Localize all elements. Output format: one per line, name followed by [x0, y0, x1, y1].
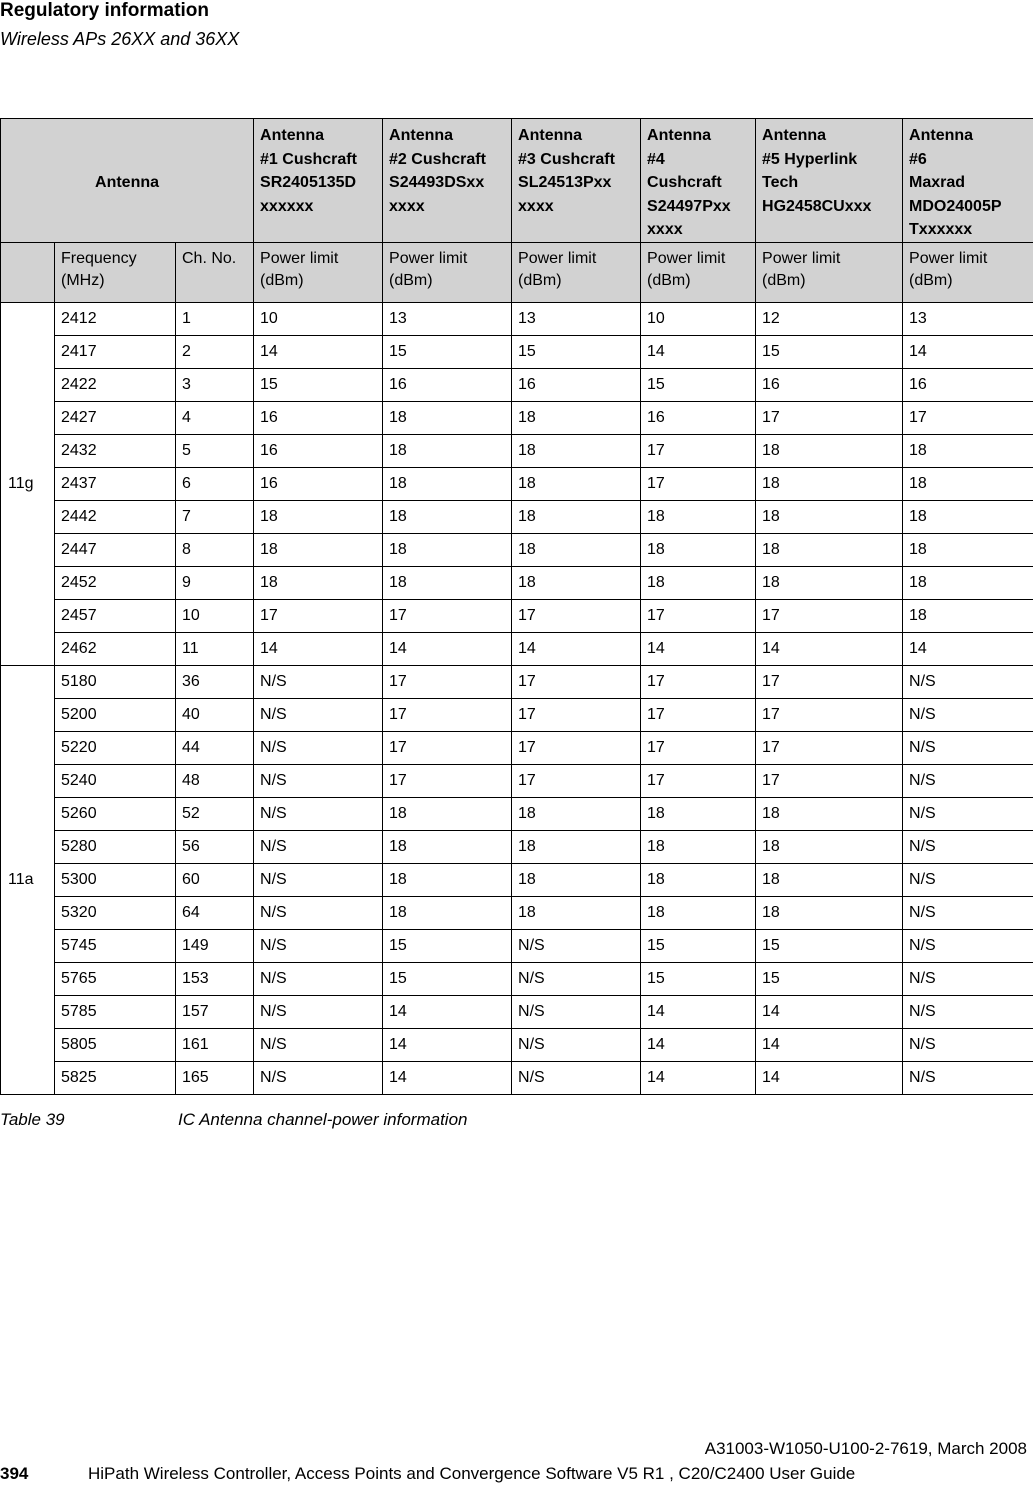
- table-row: [1, 468, 1033, 501]
- table-cell: 14: [756, 1029, 903, 1062]
- table-row: [1, 402, 1033, 435]
- table-cell: 15: [756, 336, 903, 369]
- table-cell: 5765: [55, 963, 176, 996]
- antenna-column-header: Antenna: [1, 119, 254, 243]
- subheader-7: [903, 243, 1033, 303]
- header-line: Frequency: [61, 250, 137, 267]
- table-cell: 2412: [55, 303, 176, 336]
- subheader-5: [641, 243, 756, 303]
- table-cell: N/S: [903, 864, 1033, 897]
- table-cell: 14: [641, 336, 756, 369]
- table-cell: 16: [383, 369, 512, 402]
- table-cell: 17: [756, 765, 903, 798]
- table-cell: 44: [176, 732, 254, 765]
- table-cell: 18: [254, 534, 383, 567]
- table-row: [1, 666, 1033, 699]
- header-line: Antenna: [389, 127, 454, 144]
- table-cell: 17: [641, 468, 756, 501]
- table-cell: 14: [903, 336, 1033, 369]
- table-cell: 7: [176, 501, 254, 534]
- table-cell: 18: [903, 600, 1033, 633]
- table-caption: [0, 1110, 467, 1130]
- antenna-6-header: [903, 119, 1033, 243]
- table-cell: 4: [176, 402, 254, 435]
- table-cell: 18: [383, 831, 512, 864]
- table-cell: 11: [176, 633, 254, 666]
- header-line: #3 Cushcraft: [518, 150, 615, 168]
- table-cell: 5320: [55, 897, 176, 930]
- table-cell: 14: [254, 336, 383, 369]
- antenna-3-header: [512, 119, 641, 243]
- table-cell: 14: [756, 996, 903, 1029]
- table-cell: 18: [512, 435, 641, 468]
- page-header-title: Regulatory information: [0, 0, 210, 21]
- table-cell: N/S: [903, 732, 1033, 765]
- table-cell: 18: [383, 798, 512, 831]
- header-line: Tech: [762, 174, 799, 191]
- subheader-3: [383, 243, 512, 303]
- table-cell: 157: [176, 996, 254, 1029]
- table-cell: 18: [383, 501, 512, 534]
- table-cell: 5200: [55, 699, 176, 732]
- table-cell: 14: [383, 1029, 512, 1062]
- header-line: Power limit: [909, 250, 988, 267]
- table-cell: 18: [641, 567, 756, 600]
- table-row: [1, 633, 1033, 666]
- table-cell: 17: [512, 600, 641, 633]
- table-cell: 14: [756, 633, 903, 666]
- table-cell: 18: [383, 897, 512, 930]
- header-line: Antenna: [909, 127, 974, 144]
- table-cell: 17: [512, 699, 641, 732]
- table-row: [1, 831, 1033, 864]
- table-row: [1, 435, 1033, 468]
- table-cell: 18: [383, 468, 512, 501]
- table-cell: 18: [254, 567, 383, 600]
- header-line: (MHz): [61, 272, 105, 289]
- header-line: xxxx: [389, 197, 425, 215]
- header-line: (dBm): [909, 272, 953, 289]
- table-cell: 2427: [55, 402, 176, 435]
- table-cell: 18: [383, 864, 512, 897]
- table-cell: 18: [383, 402, 512, 435]
- table-cell: 165: [176, 1062, 254, 1095]
- table-cell: N/S: [903, 666, 1033, 699]
- table-cell: 18: [903, 468, 1033, 501]
- table-cell: 2452: [55, 567, 176, 600]
- table-cell: 18: [641, 534, 756, 567]
- header-line: #5 Hyperlink: [762, 150, 858, 168]
- table-cell: N/S: [254, 1029, 383, 1062]
- table-cell: 17: [383, 699, 512, 732]
- antenna-2-header: [383, 119, 512, 243]
- table-cell: 15: [383, 963, 512, 996]
- table-cell: 18: [383, 534, 512, 567]
- table-cell: 16: [254, 402, 383, 435]
- table-cell: 17: [756, 732, 903, 765]
- table-cell: N/S: [254, 864, 383, 897]
- table-cell: 17: [641, 765, 756, 798]
- header-line: xxxxxx: [260, 197, 314, 215]
- table-cell: 14: [903, 633, 1033, 666]
- table-cell: 36: [176, 666, 254, 699]
- antenna-1-header: [254, 119, 383, 243]
- caption-text: IC Antenna channel-power information: [178, 1110, 468, 1129]
- table-row: [1, 963, 1033, 996]
- table-cell: 64: [176, 897, 254, 930]
- table-cell: 18: [383, 567, 512, 600]
- subheader-1: [176, 243, 254, 303]
- table-cell: 17: [756, 402, 903, 435]
- table-cell: 17: [383, 732, 512, 765]
- footer-line: [0, 1464, 855, 1484]
- table-cell: N/S: [254, 831, 383, 864]
- band-label: 11a: [1, 666, 55, 1095]
- table-cell: 14: [641, 1029, 756, 1062]
- table-cell: 5785: [55, 996, 176, 1029]
- table-cell: 18: [512, 567, 641, 600]
- header-line: Power limit: [762, 250, 841, 267]
- table-cell: 10: [254, 303, 383, 336]
- table-body: [1, 303, 1033, 1095]
- table-row: [1, 369, 1033, 402]
- table-cell: N/S: [903, 831, 1033, 864]
- table-cell: 18: [512, 468, 641, 501]
- table-cell: 14: [641, 1062, 756, 1095]
- table-cell: N/S: [254, 930, 383, 963]
- table-cell: 17: [383, 600, 512, 633]
- table-cell: 56: [176, 831, 254, 864]
- table-cell: N/S: [254, 897, 383, 930]
- table-cell: N/S: [254, 765, 383, 798]
- antenna-5-header: [756, 119, 903, 243]
- table-cell: 2442: [55, 501, 176, 534]
- table-cell: 18: [756, 897, 903, 930]
- table-cell: 17: [756, 666, 903, 699]
- table-cell: 18: [756, 864, 903, 897]
- header-line: Maxrad: [909, 174, 966, 191]
- table-row: [1, 732, 1033, 765]
- table-cell: N/S: [254, 996, 383, 1029]
- table-cell: 14: [254, 633, 383, 666]
- table-cell: 15: [756, 963, 903, 996]
- table-cell: 15: [383, 336, 512, 369]
- table-cell: 2457: [55, 600, 176, 633]
- table-row: [1, 567, 1033, 600]
- table-cell: 13: [383, 303, 512, 336]
- footer-guide-title: HiPath Wireless Controller, Access Points and Convergence Software V5 R1 , C20/C2400 User Guide: [88, 1464, 856, 1483]
- table-cell: 2462: [55, 633, 176, 666]
- antenna-4-header: [641, 119, 756, 243]
- table-cell: N/S: [254, 798, 383, 831]
- table-cell: 18: [512, 864, 641, 897]
- table-row: [1, 600, 1033, 633]
- table-cell: 18: [512, 501, 641, 534]
- table-cell: 5745: [55, 930, 176, 963]
- table-cell: 16: [254, 435, 383, 468]
- table-cell: 10: [641, 303, 756, 336]
- table-cell: N/S: [903, 699, 1033, 732]
- page-number: 394: [0, 1464, 29, 1483]
- table-cell: N/S: [512, 930, 641, 963]
- table-cell: N/S: [903, 1062, 1033, 1095]
- table-cell: 18: [756, 831, 903, 864]
- table-cell: 5220: [55, 732, 176, 765]
- table-cell: 14: [383, 996, 512, 1029]
- table-cell: N/S: [254, 732, 383, 765]
- table-cell: 17: [641, 666, 756, 699]
- subheader-0: [55, 243, 176, 303]
- table-cell: 17: [641, 435, 756, 468]
- header-line: #4: [647, 150, 665, 168]
- table-cell: 15: [254, 369, 383, 402]
- table-cell: 16: [254, 468, 383, 501]
- table-cell: 15: [756, 930, 903, 963]
- table-cell: 5: [176, 435, 254, 468]
- table-cell: 18: [641, 864, 756, 897]
- table-cell: 2422: [55, 369, 176, 402]
- table-cell: N/S: [254, 666, 383, 699]
- table-cell: N/S: [512, 1062, 641, 1095]
- table-cell: 17: [512, 666, 641, 699]
- header-line: (dBm): [762, 272, 806, 289]
- table-cell: N/S: [903, 798, 1033, 831]
- table-cell: 8: [176, 534, 254, 567]
- table-cell: 18: [903, 567, 1033, 600]
- table-cell: 40: [176, 699, 254, 732]
- table-cell: 14: [641, 996, 756, 1029]
- table-cell: 15: [512, 336, 641, 369]
- table-cell: 6: [176, 468, 254, 501]
- table-cell: 14: [383, 1062, 512, 1095]
- table-cell: 10: [176, 600, 254, 633]
- header-line: Antenna: [762, 127, 827, 144]
- table-cell: 18: [254, 501, 383, 534]
- table-row: [1, 699, 1033, 732]
- table-cell: 2417: [55, 336, 176, 369]
- table-cell: N/S: [903, 930, 1033, 963]
- table-row: [1, 798, 1033, 831]
- header-line: Power limit: [260, 250, 339, 267]
- table-row: [1, 765, 1033, 798]
- table-cell: 16: [756, 369, 903, 402]
- table-cell: 18: [512, 798, 641, 831]
- table-cell: 18: [903, 435, 1033, 468]
- table-cell: 153: [176, 963, 254, 996]
- table-cell: N/S: [903, 897, 1033, 930]
- table-cell: 15: [641, 369, 756, 402]
- table-cell: 3: [176, 369, 254, 402]
- table-cell: 16: [641, 402, 756, 435]
- table-cell: 14: [512, 633, 641, 666]
- footer-document-id: A31003-W1050-U100-2-7619, March 2008: [704, 1439, 1027, 1458]
- header-line: xxxx: [647, 221, 683, 238]
- table-cell: 15: [641, 963, 756, 996]
- header-line: xxxx: [518, 197, 554, 215]
- subheader-4: [512, 243, 641, 303]
- header-line: MDO24005P: [909, 197, 1002, 215]
- table-cell: 18: [641, 501, 756, 534]
- table-cell: 18: [512, 534, 641, 567]
- table-cell: 18: [756, 501, 903, 534]
- table-cell: 18: [756, 468, 903, 501]
- table-cell: 18: [756, 798, 903, 831]
- table-cell: 17: [512, 732, 641, 765]
- table-cell: 9: [176, 567, 254, 600]
- table-cell: 17: [383, 765, 512, 798]
- table-cell: 17: [641, 699, 756, 732]
- table-cell: 2447: [55, 534, 176, 567]
- header-line: Antenna: [260, 127, 325, 144]
- header-line: (dBm): [389, 272, 433, 289]
- antenna-channel-power-table: [0, 118, 1033, 1095]
- table-cell: 5825: [55, 1062, 176, 1095]
- table-cell: N/S: [512, 1029, 641, 1062]
- table-row: [1, 501, 1033, 534]
- header-line: SL24513Pxx: [518, 174, 612, 191]
- table-cell: 52: [176, 798, 254, 831]
- table-cell: 5260: [55, 798, 176, 831]
- table-cell: 17: [383, 666, 512, 699]
- table-row: [1, 534, 1033, 567]
- table-cell: 18: [756, 567, 903, 600]
- table-cell: 149: [176, 930, 254, 963]
- header-line: (dBm): [260, 272, 304, 289]
- table-cell: 17: [512, 765, 641, 798]
- table-cell: 15: [641, 930, 756, 963]
- header-line: HG2458CUxxx: [762, 197, 872, 215]
- table-cell: 16: [903, 369, 1033, 402]
- table-row: [1, 1029, 1033, 1062]
- table-cell: 60: [176, 864, 254, 897]
- table-cell: 17: [641, 600, 756, 633]
- header-line: #2 Cushcraft: [389, 150, 486, 168]
- table-cell: 18: [903, 501, 1033, 534]
- header-line: Txxxxxx: [909, 221, 973, 238]
- table-cell: N/S: [512, 963, 641, 996]
- header-line: (dBm): [518, 272, 562, 289]
- table-cell: N/S: [254, 963, 383, 996]
- header-line: Ch. No.: [182, 250, 237, 267]
- table-cell: 17: [756, 600, 903, 633]
- table-cell: 17: [756, 699, 903, 732]
- table-cell: 1: [176, 303, 254, 336]
- table-cell: 161: [176, 1029, 254, 1062]
- table-cell: 5805: [55, 1029, 176, 1062]
- table-cell: 2437: [55, 468, 176, 501]
- table-header-units: [1, 243, 1033, 303]
- table-cell: N/S: [512, 996, 641, 1029]
- table-row: [1, 1062, 1033, 1095]
- band-label: 11g: [1, 303, 55, 666]
- table-cell: 12: [756, 303, 903, 336]
- table-row: [1, 996, 1033, 1029]
- header-line: Power limit: [518, 250, 597, 267]
- table-cell: 14: [383, 633, 512, 666]
- header-line: S24497Pxx: [647, 197, 731, 215]
- table-cell: 18: [903, 534, 1033, 567]
- table-cell: N/S: [254, 1062, 383, 1095]
- header-line: Power limit: [389, 250, 468, 267]
- subheader-2: [254, 243, 383, 303]
- table-cell: 14: [756, 1062, 903, 1095]
- blank-header-cell: [1, 243, 55, 303]
- header-line: Antenna: [518, 127, 583, 144]
- table-cell: 18: [383, 435, 512, 468]
- header-line: Power limit: [647, 250, 726, 267]
- table-row: [1, 930, 1033, 963]
- table-cell: 18: [641, 831, 756, 864]
- table-cell: 17: [903, 402, 1033, 435]
- table-cell: 18: [641, 897, 756, 930]
- table-cell: N/S: [903, 996, 1033, 1029]
- table-cell: 18: [756, 435, 903, 468]
- table-cell: 5300: [55, 864, 176, 897]
- header-line: SR2405135D: [260, 174, 357, 191]
- table-cell: 15: [383, 930, 512, 963]
- table-cell: N/S: [903, 963, 1033, 996]
- table-cell: 13: [903, 303, 1033, 336]
- table-row: [1, 303, 1033, 336]
- table-row: [1, 897, 1033, 930]
- subheader-6: [756, 243, 903, 303]
- table-cell: 48: [176, 765, 254, 798]
- table-cell: 18: [512, 831, 641, 864]
- table-cell: 18: [756, 534, 903, 567]
- table-cell: 5240: [55, 765, 176, 798]
- table-cell: N/S: [903, 765, 1033, 798]
- table-cell: 18: [512, 402, 641, 435]
- table-header-antennas: [1, 119, 1033, 243]
- table-cell: 2: [176, 336, 254, 369]
- table-cell: 14: [641, 633, 756, 666]
- page-header-subtitle: Wireless APs 26XX and 36XX: [0, 29, 240, 49]
- header-line: Cushcraft: [647, 174, 722, 191]
- header-line: (dBm): [647, 272, 691, 289]
- table-cell: 18: [512, 897, 641, 930]
- table-cell: 18: [641, 798, 756, 831]
- table-row: [1, 336, 1033, 369]
- table-cell: 5280: [55, 831, 176, 864]
- table-cell: 2432: [55, 435, 176, 468]
- table-cell: N/S: [254, 699, 383, 732]
- table-row: [1, 864, 1033, 897]
- header-line: #6: [909, 150, 927, 168]
- caption-label: Table 39: [0, 1110, 65, 1129]
- table-cell: 17: [254, 600, 383, 633]
- table-cell: N/S: [903, 1029, 1033, 1062]
- table-cell: 16: [512, 369, 641, 402]
- table-cell: 17: [641, 732, 756, 765]
- header-line: Antenna: [647, 127, 712, 144]
- table-cell: 13: [512, 303, 641, 336]
- header-line: #1 Cushcraft: [260, 150, 357, 168]
- header-line: S24493DSxx: [389, 174, 485, 191]
- table-cell: 5180: [55, 666, 176, 699]
